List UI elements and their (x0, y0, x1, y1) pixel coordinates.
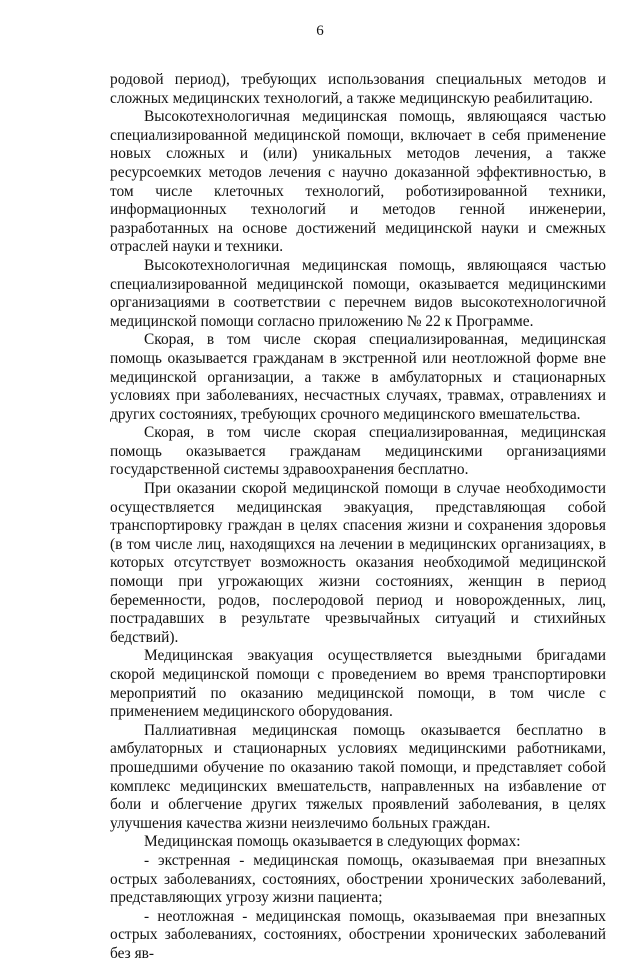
paragraph-7: Медицинская эвакуация осуществляется выездными бригадами скорой медицинской помощи с проведением во время транспортировки мероприятий по оказанию медицинской помощи, в том числе с применением медицинского оборудования. (110, 647, 606, 721)
paragraph-4: Скорая, в том числе скорая специализированная, медицинская помощь оказывается гражданам в экстренной или неотложной форме вне медицинской организации, а также в амбулаторных и стационарных условиях при заболеваниях, несчастных случаях, травмах, отравлениях и других состояниях, требующих срочного медицинского вмешательства. (110, 331, 606, 423)
paragraph-2: Высокотехнологичная медицинская помощь, являющаяся частью специализированной медицинской помощи, включает в себя применение новых сложных и (или) уникальных методов лечения, а также ресурсоемких методов лечения с научно доказанной эффективностью, в том числе клеточных технологий, роботизированной техники, информационных технологий и методов генной инженерии, разработанных на основе достижений медицинской науки и смежных отраслей науки и техники. (110, 108, 606, 256)
paragraph-8: Паллиативная медицинская помощь оказывается бесплатно в амбулаторных и стационарных условиях медицинскими работниками, прошедшими обучение по оказанию такой помощи, и представляет собой комплекс медицинских вмешательств, направленных на избавление от боли и облегчение других тяжелых проявлений заболевания, в целях улучшения качества жизни неизлечимо больных граждан. (110, 721, 606, 832)
paragraph-10: - экстренная - медицинская помощь, оказываемая при внезапных острых заболеваниях, состояниях, обострении хронических заболеваний, представляющих угрозу жизни пациента; (110, 851, 606, 907)
paragraph-5: Скорая, в том числе скорая специализированная, медицинская помощь оказывается гражданам медицинскими организациями государственной системы здравоохранения бесплатно. (110, 424, 606, 479)
page-number: 6 (316, 23, 324, 39)
paragraph-11: - неотложная - медицинская помощь, оказываемая при внезапных острых заболеваниях, состояниях, обострении хронических заболеваний без яв- (110, 907, 606, 962)
paragraph-1: родовой период), требующих использования специальных методов и сложных медицинских технологий, а также медицинскую реабилитацию. (110, 71, 606, 107)
paragraph-9: Медицинская помощь оказывается в следующих формах: (144, 833, 521, 851)
document-body (110, 71, 606, 964)
paragraph-3: Высокотехнологичная медицинская помощь, являющаяся частью специализированной медицинской помощи, оказывается медицинскими организациями в соответствии с перечнем видов высокотехнологичной медицинской помощи согласно приложению № 22 к Программе. (110, 256, 606, 330)
paragraph-6: При оказании скорой медицинской помощи в случае необходимости осуществляется медицинская эвакуация, представляющая собой транспортировку граждан в целях спасения жизни и сохранения здоровья (в том числе лиц, находящихся на лечении в медицинских организациях, в которых отсутствует возможность оказания необходимой медицинской помощи при угрожающих жизни состояниях, женщин в период беременности, родов, послеродовой период и новорожденных, лиц, пострадавших в результате чрезвычайных ситуаций и стихийных бедствий). (110, 480, 606, 646)
